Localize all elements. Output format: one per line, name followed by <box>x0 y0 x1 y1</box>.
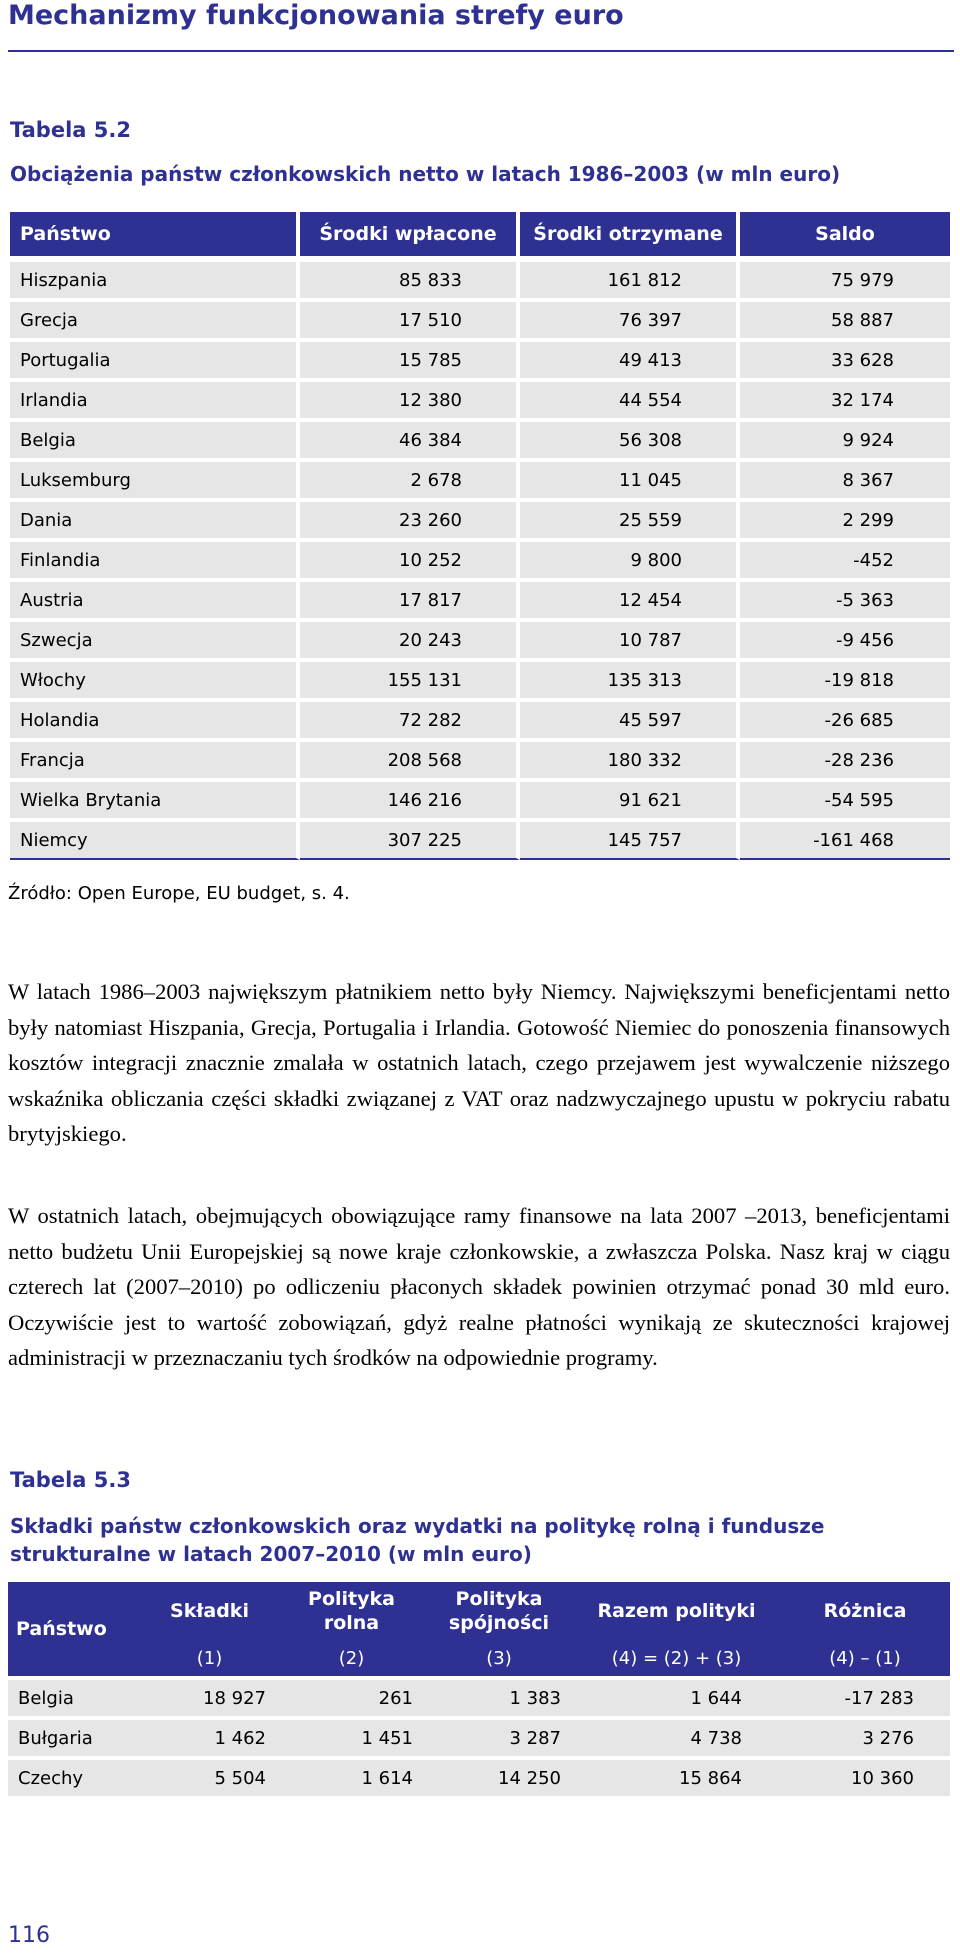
table2-header-row <box>8 1582 950 1640</box>
value-cell: 135 313 <box>520 658 740 698</box>
value-cell: 1 644 <box>573 1676 780 1716</box>
value-cell: 58 887 <box>740 298 950 338</box>
value-cell: 20 243 <box>300 618 520 658</box>
table2-code-row <box>8 1640 950 1676</box>
country-cell: Belgia <box>8 1676 141 1716</box>
table-row <box>10 658 950 698</box>
value-cell: 9 800 <box>520 538 740 578</box>
page-header-title: Mechanizmy funkcjonowania strefy euro <box>8 0 624 31</box>
value-cell: 23 260 <box>300 498 520 538</box>
value-cell: -26 685 <box>740 698 950 738</box>
value-cell: 3 276 <box>780 1716 950 1756</box>
value-cell: -54 595 <box>740 778 950 818</box>
value-cell: 10 252 <box>300 538 520 578</box>
table-row <box>8 1716 950 1756</box>
table2-caption: Składki państw członkowskich oraz wydatki na politykę rolną i fundusze strukturalne w latach 2007–2010 (w mln euro) <box>10 1514 825 1566</box>
table-row <box>10 256 950 298</box>
value-cell: -28 236 <box>740 738 950 778</box>
country-cell: Hiszpania <box>10 256 300 298</box>
table-row <box>10 578 950 618</box>
table1 <box>10 212 950 860</box>
table-row <box>10 298 950 338</box>
value-cell: 46 384 <box>300 418 520 458</box>
country-cell: Holandia <box>10 698 300 738</box>
country-cell: Francja <box>10 738 300 778</box>
value-cell: 261 <box>278 1676 425 1716</box>
value-cell: 2 678 <box>300 458 520 498</box>
value-cell: 17 817 <box>300 578 520 618</box>
value-cell: 9 924 <box>740 418 950 458</box>
table2-col-code: (4) = (2) + (3) <box>573 1640 780 1676</box>
table2-label: Tabela 5.3 <box>10 1468 131 1492</box>
value-cell: -452 <box>740 538 950 578</box>
table-row <box>10 698 950 738</box>
table1-label: Tabela 5.2 <box>10 118 131 142</box>
table-row <box>10 818 950 860</box>
value-cell: 1 383 <box>425 1676 573 1716</box>
value-cell: 45 597 <box>520 698 740 738</box>
table1-col-header: Państwo <box>10 212 300 256</box>
table1-col-header: Saldo <box>740 212 950 256</box>
table-row <box>8 1676 950 1716</box>
table2-col-header: Polityka spójności <box>425 1582 573 1640</box>
value-cell: 161 812 <box>520 256 740 298</box>
table2-col-code: (2) <box>278 1640 425 1676</box>
value-cell: 5 504 <box>141 1756 278 1796</box>
value-cell: -161 468 <box>740 818 950 860</box>
country-cell: Wielka Brytania <box>10 778 300 818</box>
table-row <box>10 738 950 778</box>
country-cell: Grecja <box>10 298 300 338</box>
value-cell: 10 787 <box>520 618 740 658</box>
table1-col-header: Środki otrzymane <box>520 212 740 256</box>
value-cell: -5 363 <box>740 578 950 618</box>
value-cell: 1 451 <box>278 1716 425 1756</box>
value-cell: 155 131 <box>300 658 520 698</box>
table2-col-header: Razem polityki <box>573 1582 780 1640</box>
table1-header-row <box>10 212 950 256</box>
value-cell: 145 757 <box>520 818 740 860</box>
value-cell: 15 785 <box>300 338 520 378</box>
page-number: 116 <box>8 1923 50 1948</box>
table-row <box>10 458 950 498</box>
value-cell: 91 621 <box>520 778 740 818</box>
value-cell: 1 614 <box>278 1756 425 1796</box>
value-cell: 11 045 <box>520 458 740 498</box>
country-cell: Włochy <box>10 658 300 698</box>
value-cell: -17 283 <box>780 1676 950 1716</box>
header-divider <box>8 50 954 52</box>
table2-col-code: (4) – (1) <box>780 1640 950 1676</box>
value-cell: 17 510 <box>300 298 520 338</box>
value-cell: 10 360 <box>780 1756 950 1796</box>
value-cell: 85 833 <box>300 256 520 298</box>
value-cell: -9 456 <box>740 618 950 658</box>
value-cell: 18 927 <box>141 1676 278 1716</box>
country-cell: Portugalia <box>10 338 300 378</box>
value-cell: 76 397 <box>520 298 740 338</box>
country-cell: Luksemburg <box>10 458 300 498</box>
value-cell: 4 738 <box>573 1716 780 1756</box>
table-row <box>10 618 950 658</box>
country-cell: Czechy <box>8 1756 141 1796</box>
table2-col-header: Państwo <box>8 1582 141 1676</box>
country-cell: Austria <box>10 578 300 618</box>
value-cell: 307 225 <box>300 818 520 860</box>
value-cell: 72 282 <box>300 698 520 738</box>
table1-col-header: Środki wpłacone <box>300 212 520 256</box>
country-cell: Belgia <box>10 418 300 458</box>
table-row <box>10 498 950 538</box>
value-cell: 33 628 <box>740 338 950 378</box>
table2-col-code: (3) <box>425 1640 573 1676</box>
value-cell: 15 864 <box>573 1756 780 1796</box>
table-row <box>10 778 950 818</box>
value-cell: 1 462 <box>141 1716 278 1756</box>
table-row <box>10 538 950 578</box>
value-cell: 32 174 <box>740 378 950 418</box>
country-cell: Bułgaria <box>8 1716 141 1756</box>
value-cell: 12 454 <box>520 578 740 618</box>
value-cell: 2 299 <box>740 498 950 538</box>
value-cell: -19 818 <box>740 658 950 698</box>
value-cell: 8 367 <box>740 458 950 498</box>
value-cell: 25 559 <box>520 498 740 538</box>
value-cell: 49 413 <box>520 338 740 378</box>
value-cell: 14 250 <box>425 1756 573 1796</box>
value-cell: 208 568 <box>300 738 520 778</box>
country-cell: Irlandia <box>10 378 300 418</box>
value-cell: 56 308 <box>520 418 740 458</box>
country-cell: Dania <box>10 498 300 538</box>
table1-source: Źródło: Open Europe, EU budget, s. 4. <box>8 883 350 904</box>
table2-col-header: Polityka rolna <box>278 1582 425 1640</box>
table2 <box>8 1582 950 1796</box>
table-row <box>8 1756 950 1796</box>
table2-col-code: (1) <box>141 1640 278 1676</box>
value-cell: 146 216 <box>300 778 520 818</box>
paragraph-2: W ostatnich latach, obejmujących obowiązujące ramy finansowe na lata 2007 –2013, beneficjentami netto budżetu Unii Europejskiej są nowe kraje członkowskie, a zwłaszcza Polska. Nasz kraj w ciągu czterech lat (2007–2010) po odliczeniu płaconych składek powinien otrzymać ponad 30 mld euro. Oczywiście jest to wartość zobowiązań, gdyż realne płatności wynikają ze skuteczności krajowej administracji w przeznaczaniu tych środków na odpowiednie programy. <box>8 1203 950 1370</box>
country-cell: Niemcy <box>10 818 300 860</box>
value-cell: 75 979 <box>740 256 950 298</box>
table-row <box>10 418 950 458</box>
table2-col-header: Składki <box>141 1582 278 1640</box>
value-cell: 3 287 <box>425 1716 573 1756</box>
value-cell: 12 380 <box>300 378 520 418</box>
table-row <box>10 338 950 378</box>
table-row <box>10 378 950 418</box>
country-cell: Finlandia <box>10 538 300 578</box>
table1-caption: Obciążenia państw członkowskich netto w latach 1986–2003 (w mln euro) <box>10 162 841 186</box>
table2-col-header: Różnica <box>780 1582 950 1640</box>
paragraph-1: W latach 1986–2003 największym płatnikiem netto były Niemcy. Największymi beneficjentami netto były natomiast Hiszpania, Grecja, Portugalia i Irlandia. Gotowość Niemiec do ponoszenia finansowych kosztów integracji znacznie zmalała w ostatnich latach, czego przejawem jest wywalczenie niższego wskaźnika obliczania części składki związanej z VAT oraz nadzwyczajnego upustu w pokryciu rabatu brytyjskiego. <box>8 979 950 1146</box>
value-cell: 180 332 <box>520 738 740 778</box>
country-cell: Szwecja <box>10 618 300 658</box>
value-cell: 44 554 <box>520 378 740 418</box>
